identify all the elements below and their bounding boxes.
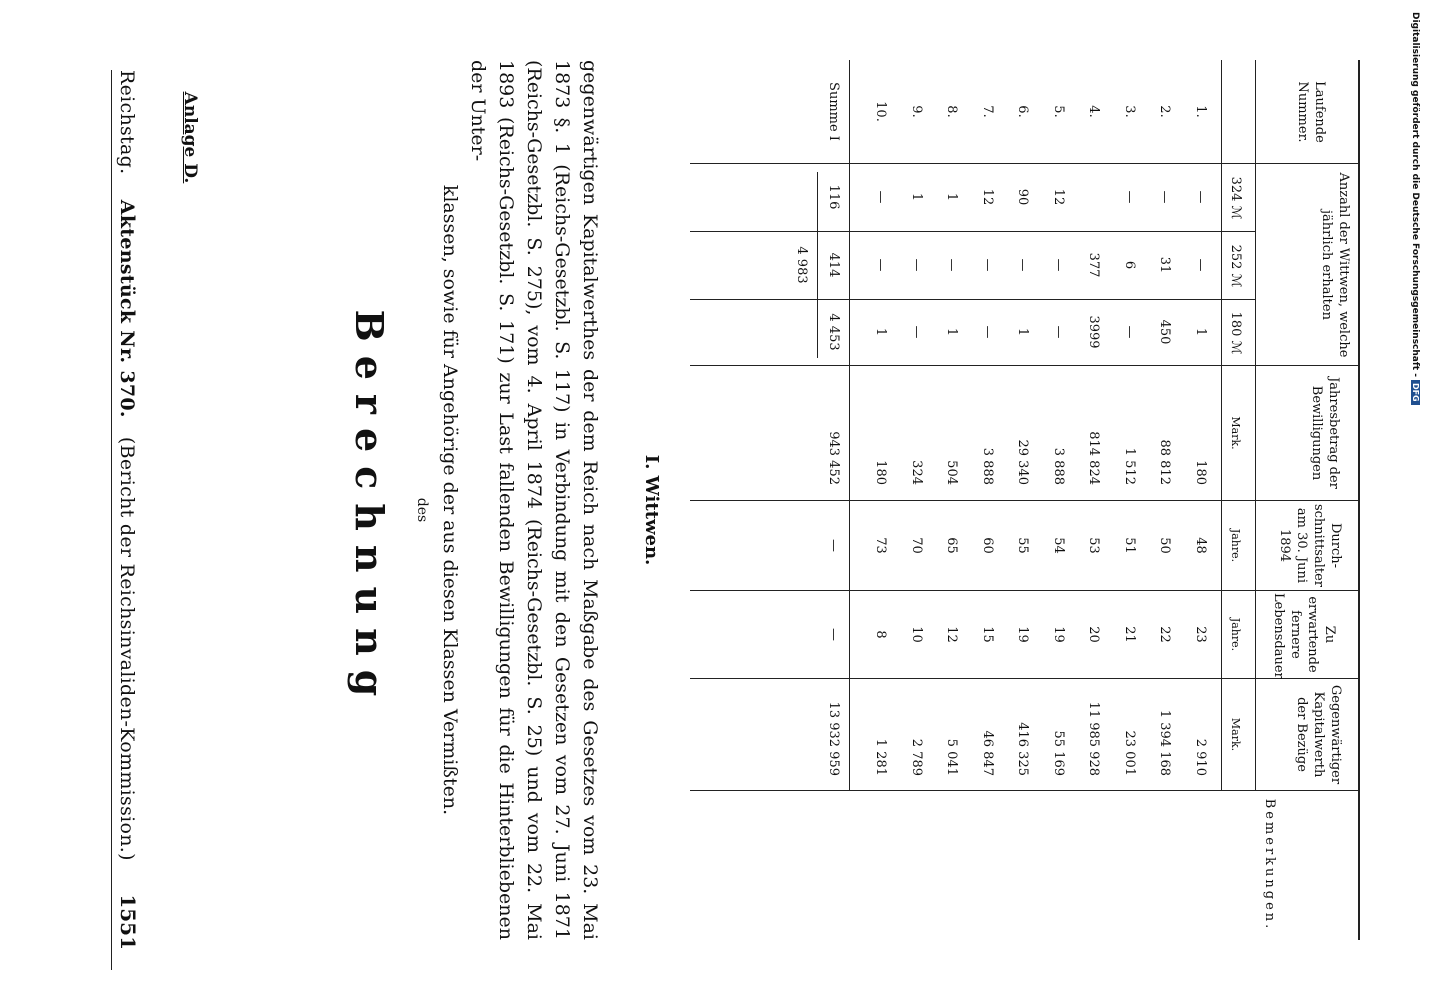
brace-line (817, 172, 818, 358)
cell-kapital: 416 325 (1015, 722, 1031, 776)
watermark-text: Digitalisierung gefördert durch die Deutsche Forschungsgemeinschaft - (1410, 12, 1420, 377)
cell-a180: 1 (1193, 327, 1208, 337)
cell-a252: — (944, 258, 960, 272)
cell-a252: — (980, 258, 995, 272)
cell-betrag: 180 (873, 460, 889, 485)
col-divider (690, 365, 1358, 366)
running-header (111, 70, 162, 970)
cell-alter: 60 (980, 537, 995, 554)
cell-dauer: 20 (1086, 626, 1102, 643)
description-text: gegenwärtigen Kapitalwerthes der dem Reich nach Maßgabe des Gesetzes vom 23. Mai 1873 §. 1 (Reichs-Gesetzbl. S. 117) in Verbindung mit den Gesetzen vom 27. Juni 1871 (Reichs-Gesetzbl. S. 275), vom 4. April 1874 (Reichs-Gesetzbl. S. 25) und vom 22. Mai 1893 (Reichs-Gesetzbl. S. 171) zur Last fallenden Bewilligungen für die Hinterbliebenen der Unter- (467, 60, 601, 940)
cell-a324: 12 (1051, 188, 1066, 206)
cell-dauer: 22 (1157, 626, 1173, 643)
header-rule (1221, 60, 1222, 790)
header-alter: Durch-schnittsalter am 30. Juni 1894 (1277, 503, 1343, 587)
dfg-logo: DFG (1411, 380, 1420, 405)
cell-a252: 6 (1122, 260, 1137, 270)
cell-a180: 3999 (1086, 315, 1102, 349)
unit-mark: Mark. (1229, 717, 1242, 752)
header-aktenstueck: Aktenstück Nr. 370. (116, 199, 138, 418)
col-sub-divider (690, 231, 1256, 232)
title-des: des (414, 497, 430, 523)
cell-a180: 1 (873, 327, 889, 337)
col-divider (690, 500, 1358, 501)
cell-dauer: 23 (1193, 626, 1208, 643)
cell-a252: — (1015, 258, 1031, 272)
cell-nr: 5. (1051, 105, 1066, 118)
cell-a180: — (909, 325, 924, 339)
sum-alter: — (826, 539, 841, 552)
cell-alter: 55 (1015, 537, 1031, 554)
cell-alter: 48 (1193, 537, 1208, 554)
cell-alter: 51 (1122, 537, 1137, 554)
cell-kapital: 55 169 (1051, 730, 1066, 776)
header-reichstag: Reichstag. (116, 70, 138, 175)
header-324: 324 ℳ (1228, 176, 1243, 220)
cell-nr: 4. (1086, 105, 1102, 118)
cell-betrag: 3 888 (1051, 447, 1066, 485)
cell-a324: — (1193, 190, 1208, 204)
header-180: 180 ℳ (1228, 311, 1243, 355)
document-title: Berechnung (347, 309, 392, 711)
unit-mark: Mark. (1229, 416, 1242, 450)
cell-a324: 90 (1015, 188, 1031, 206)
cell-kapital: 2 789 (909, 738, 924, 776)
col-divider (690, 163, 1358, 164)
sum-total-count: 4 983 (794, 246, 809, 284)
cell-a180: — (1051, 325, 1066, 339)
cell-a252: — (873, 258, 889, 272)
cell-nr: 9. (909, 105, 924, 118)
cell-kapital: 11 985 928 (1086, 701, 1102, 776)
unit-jahre: Jahre. (1229, 617, 1242, 652)
header-laufende: Laufende Nummer. (1295, 81, 1327, 143)
cell-betrag: 1 512 (1122, 447, 1137, 485)
cell-kapital: 2 910 (1193, 738, 1208, 776)
cell-a324: 1 (909, 192, 924, 202)
sum-betrag: 943 452 (826, 431, 841, 485)
sum-rule (849, 60, 850, 790)
col-divider (690, 590, 1358, 591)
cell-nr: 3. (1122, 105, 1137, 118)
cell-kapital: 5 041 (944, 738, 960, 776)
cell-betrag: 504 (944, 460, 960, 485)
cell-a252: — (909, 258, 924, 272)
cell-betrag: 180 (1193, 460, 1208, 485)
cell-a180: — (1122, 325, 1137, 339)
cell-dauer: 15 (980, 626, 995, 643)
cell-alter: 53 (1086, 537, 1102, 554)
cell-kapital: 23 001 (1122, 730, 1137, 776)
cell-kapital: 1 394 168 (1157, 709, 1173, 776)
header-lebensdauer: Zu erwartende fernere Lebensdauer (1271, 593, 1337, 679)
sum-252: 414 (826, 252, 841, 278)
cell-a324: 12 (980, 188, 995, 206)
cell-a180: 450 (1157, 319, 1173, 345)
cell-nr: 1. (1193, 105, 1208, 118)
cell-a252: — (1051, 258, 1066, 272)
sum-180: 4 453 (826, 313, 841, 351)
sum-dauer: — (826, 628, 841, 641)
cell-betrag: 29 340 (1015, 439, 1031, 485)
sum-label: Summe I (826, 82, 841, 141)
cell-kapital: 1 281 (873, 738, 889, 776)
description-last-line: klassen, sowie für Angehörige der aus diesen Klassen Vermißten. (439, 184, 461, 816)
cell-betrag: 814 824 (1086, 431, 1102, 485)
cell-a324: — (873, 190, 889, 204)
header-bemerkungen: Bemerkungen. (1262, 798, 1277, 932)
description-paragraph (436, 60, 604, 940)
cell-a180: — (980, 325, 995, 339)
cell-alter: 54 (1051, 537, 1066, 554)
cell-nr: 7. (980, 105, 995, 118)
sum-324: 116 (826, 184, 841, 210)
header-anzahl: Anzahl der Wittwen, welche jährlich erhalten (1319, 172, 1351, 358)
cell-nr: 6. (1015, 105, 1031, 118)
cell-alter: 50 (1157, 537, 1173, 554)
cell-dauer: 21 (1122, 626, 1137, 643)
cell-a252: 31 (1157, 256, 1173, 274)
header-rule (1255, 60, 1256, 790)
cell-dauer: 10 (909, 626, 924, 643)
cell-betrag: 324 (909, 460, 924, 485)
col-sub-divider (690, 299, 1256, 300)
cell-kapital: 46 847 (980, 730, 995, 776)
cell-a252: 377 (1086, 252, 1102, 278)
cell-dauer: 19 (1051, 626, 1066, 643)
cell-alter: 65 (944, 537, 960, 554)
cell-a324: — (1157, 190, 1173, 204)
cell-dauer: 8 (873, 630, 889, 639)
cell-a180: 1 (944, 327, 960, 337)
cell-nr: 8. (944, 105, 960, 118)
cell-alter: 73 (873, 537, 889, 554)
cell-dauer: 12 (944, 626, 960, 643)
header-kapitalwerth: Gegenwärtiger Kapitalwerth der Bezüge (1294, 684, 1343, 785)
cell-a252: — (1193, 258, 1208, 272)
section-title: I. Wittwen. (641, 454, 662, 566)
col-divider (690, 678, 1358, 679)
cell-betrag: 88 812 (1157, 439, 1173, 485)
page-number: 1551 (116, 894, 140, 950)
header-252: 252 ℳ (1228, 244, 1243, 288)
cell-a324: 1 (944, 192, 960, 202)
header-bericht: (Bericht der Reichsinvaliden-Kommission.) (116, 436, 138, 861)
unit-jahre: Jahre. (1229, 528, 1242, 563)
cell-dauer: 19 (1015, 626, 1031, 643)
header-left (116, 70, 138, 861)
cell-nr: 2. (1157, 105, 1173, 118)
col-divider (690, 790, 1358, 791)
data-table (688, 60, 1360, 940)
cell-alter: 70 (909, 537, 924, 554)
cell-a180: 1 (1015, 327, 1031, 337)
annex-label: Anlage D. (180, 91, 200, 184)
cell-nr: 10. (873, 101, 889, 122)
cell-betrag: 3 888 (980, 447, 995, 485)
sum-kapital: 13 932 959 (826, 701, 841, 776)
header-jahresbetrag: Jahresbetrag der Bewilligungen (1309, 377, 1341, 489)
cell-a324: — (1122, 190, 1137, 204)
